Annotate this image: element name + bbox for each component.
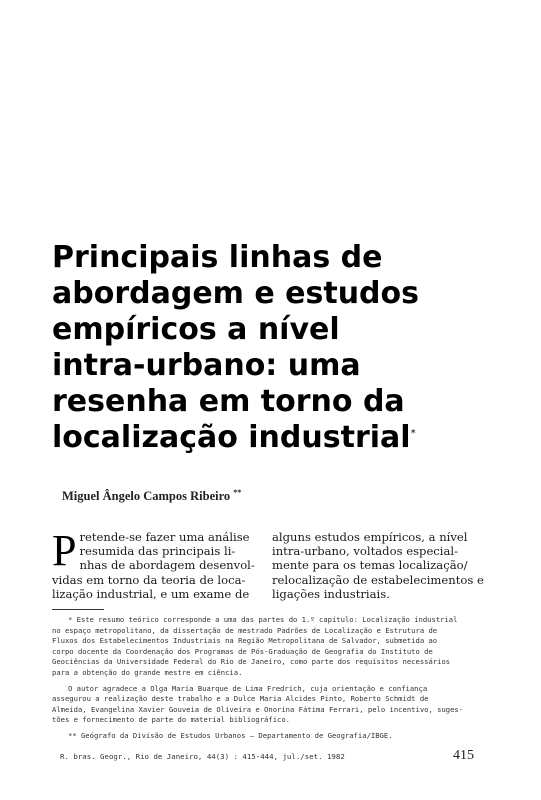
page-number: 415 [453, 748, 474, 763]
drop-cap: P [52, 526, 77, 575]
footnote-line: Almeida, Evangelina Xavier Gouveia de Oliveira e Onorina Fátima Ferrari, pelo incentivo, suges- [52, 704, 464, 714]
author-byline [62, 488, 241, 504]
footnote-line: O autor agradece a Olga Maria Buarque de Lima Fredrich, cuja orientação e confiança [68, 683, 428, 693]
title-line: abordagem e estudos [52, 276, 420, 311]
author-footnote-marker: ** [233, 488, 242, 497]
body-line: mente para os temas localização/ [272, 558, 468, 573]
footnote-line: ** Geógrafo da Divisão de Estudos Urbanos — Departamento de Geografia/IBGE. [68, 730, 393, 740]
body-line: relocalização de estabelecimentos e [272, 572, 484, 587]
title-line: intra-urbano: uma [52, 348, 361, 383]
body-line: lização industrial, e um exame de [52, 586, 250, 601]
footnote-line: assegurou a realização deste trabalho e a Dulce Maria Alcides Pinto, Roberto Schmidt de [52, 694, 429, 704]
body-line: retende-se fazer uma análise [79, 530, 250, 544]
title-line: resenha em torno da [52, 384, 405, 419]
footnote-line: Fluxos dos Estabelecimentos Industriais na Região Metropolitana de Salvador, submetida ao [52, 636, 438, 646]
footnote-1 [52, 615, 472, 679]
title-line: empíricos a nível [52, 312, 340, 347]
body-column-right [272, 530, 484, 601]
body-column-left [52, 526, 262, 601]
body-line: intra-urbano, voltados especial- [272, 544, 459, 559]
footnote-divider [52, 609, 104, 610]
body-line: nhas de abordagem desenvol- [79, 558, 255, 573]
footnote-line: para a obtenção do grande mestre em ciência. [52, 667, 243, 677]
title-footnote-marker: * [410, 428, 416, 439]
body-line: resumida das principais li- [79, 544, 236, 559]
footnote-line: * Este resumo teórico corresponde a uma das partes do 1.º capítulo: Localização industrial [68, 615, 458, 624]
title-line: Principais linhas de [52, 240, 383, 275]
body-line: vidas em torno da teoria de loca- [52, 572, 246, 587]
author-name: Miguel Ângelo Campos Ribeiro [62, 489, 231, 504]
footnote-line: corpo docente da Coordenação dos Programas de Pós-Graduação de Geografia do Instituto de [52, 646, 433, 656]
footnote-acknowledgement [52, 684, 472, 726]
footnote-line: tões e fornecimento de parte do material bibliográfico. [52, 715, 290, 725]
title-line-last [52, 420, 492, 456]
footnote-2 [52, 731, 472, 742]
body-line: alguns estudos empíricos, a nível [272, 530, 468, 544]
article-title [52, 240, 492, 456]
footnotes [52, 615, 472, 747]
body-line: ligações industriais. [272, 586, 390, 601]
footnote-line: no espaço metropolitano, da dissertação de mestrado Padrões de Localização e Estrutura de [52, 625, 438, 635]
journal-citation: R. bras. Geogr., Rio de Janeiro, 44(3) : 415-444, jul./set. 1982 [60, 752, 345, 761]
title-line: localização industrial [52, 420, 411, 455]
footnote-line: Geociências da Universidade Federal do Rio de Janeiro, como parte dos requisitos necessários [52, 657, 451, 667]
